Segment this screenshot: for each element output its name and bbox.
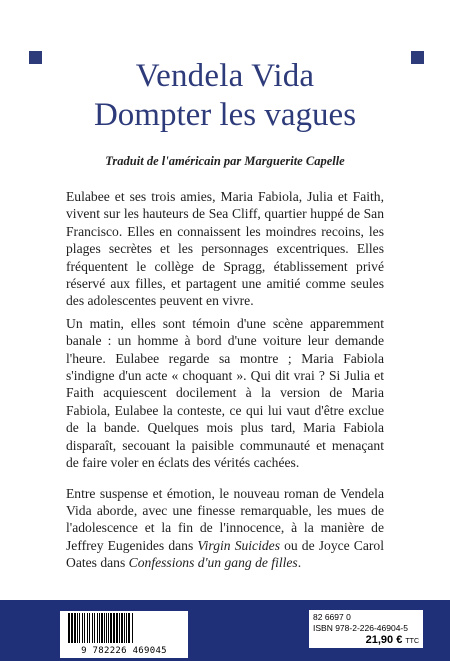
- barcode-bar: [132, 613, 133, 643]
- barcode-bar: [74, 613, 76, 643]
- barcode-bar: [116, 613, 118, 643]
- barcode-bar: [104, 613, 105, 643]
- barcode-bar: [71, 613, 73, 643]
- barcode-bar: [77, 613, 78, 643]
- price-label: [309, 610, 423, 648]
- product-code: 82 6697 0: [313, 612, 351, 622]
- blurb: [66, 188, 384, 577]
- book-reference-1: Virgin Suicides: [197, 537, 280, 553]
- price-value: [313, 634, 419, 648]
- barcode-bar: [108, 613, 109, 643]
- closing-text-b: ou de Joyce Carol Oates dans: [66, 537, 384, 571]
- closing-text-a: Entre suspense et émotion, le nouveau roman de Vendela Vida aborde, avec une finesse remarquable, les mues de l'adolescence et la fin de l'innocence, à la manière de Jeffrey Eugenides dans: [66, 485, 384, 553]
- barcode-bar: [92, 613, 93, 643]
- price-amount: 21,90 €: [365, 634, 403, 646]
- barcode-bar: [110, 613, 112, 643]
- barcode-bar: [79, 613, 80, 643]
- book-reference-2: Confessions d'un gang de filles: [128, 555, 298, 571]
- blurb-paragraph-2: Un matin, elles sont témoin d'une scène apparemment banale : un homme à bord d'une voiture leur demande l'heure. Eulabee regarde sa montre ; Maria Fabiola s'indigne d'un acte « choquant ». Qui dit vrai ? Si Julia et Faith acquiescent docilement à la version de Maria Fabiola, Eulabee la conteste, ce qui lui vaut d'être exclue de la bande. Quelques mois plus tard, Maria Fabiola disparaît, secouant la paisible communauté et menaçant de faire voler en éclats des vérités cachées.: [66, 315, 384, 471]
- cover-header: [0, 58, 450, 134]
- barcode-bar: [68, 613, 70, 643]
- barcode-bar: [128, 613, 130, 643]
- barcode-bars: [60, 611, 188, 645]
- translator-credit: Traduit de l'américain par Marguerite Capelle: [105, 154, 345, 168]
- barcode-bar: [124, 613, 125, 643]
- barcode-bar: [121, 613, 123, 643]
- author-name: Vendela Vida: [135, 58, 315, 94]
- barcode-bar: [94, 613, 95, 643]
- barcode-bar: [99, 613, 100, 643]
- barcode-bar: [106, 613, 107, 643]
- closing-text-c: .: [297, 555, 302, 571]
- barcode-bar: [84, 613, 85, 643]
- blurb-paragraph-1: Eulabee et ses trois amies, Maria Fabiola, Julia et Faith, vivent sur les hauteurs de Sea Cliff, quartier huppé de San Francisco. Elles en connaissent les moindres recoins, les plages secrètes et les personnages excentriques. Elles fréquentent le collège de Spragg, établissement privé réservé aux filles, et partagent une amitié comme seules des adolescentes peuvent en vivre.: [66, 189, 384, 309]
- book-title: Dompter les vagues: [93, 97, 357, 133]
- barcode-digits: 9 782226 469045: [60, 645, 188, 657]
- isbn-number: ISBN 978-2-226-46904-5: [313, 623, 408, 633]
- blurb-closing: [66, 485, 384, 572]
- barcode-bar: [87, 613, 88, 643]
- barcode-bar: [101, 613, 103, 643]
- barcode-bar: [119, 613, 120, 643]
- price-suffix: TTC: [405, 638, 419, 645]
- barcode-bar: [126, 613, 127, 643]
- barcode-bar: [89, 613, 90, 643]
- barcode-bar: [97, 613, 98, 643]
- barcode-bar: [113, 613, 115, 643]
- barcode-bar: [82, 613, 83, 643]
